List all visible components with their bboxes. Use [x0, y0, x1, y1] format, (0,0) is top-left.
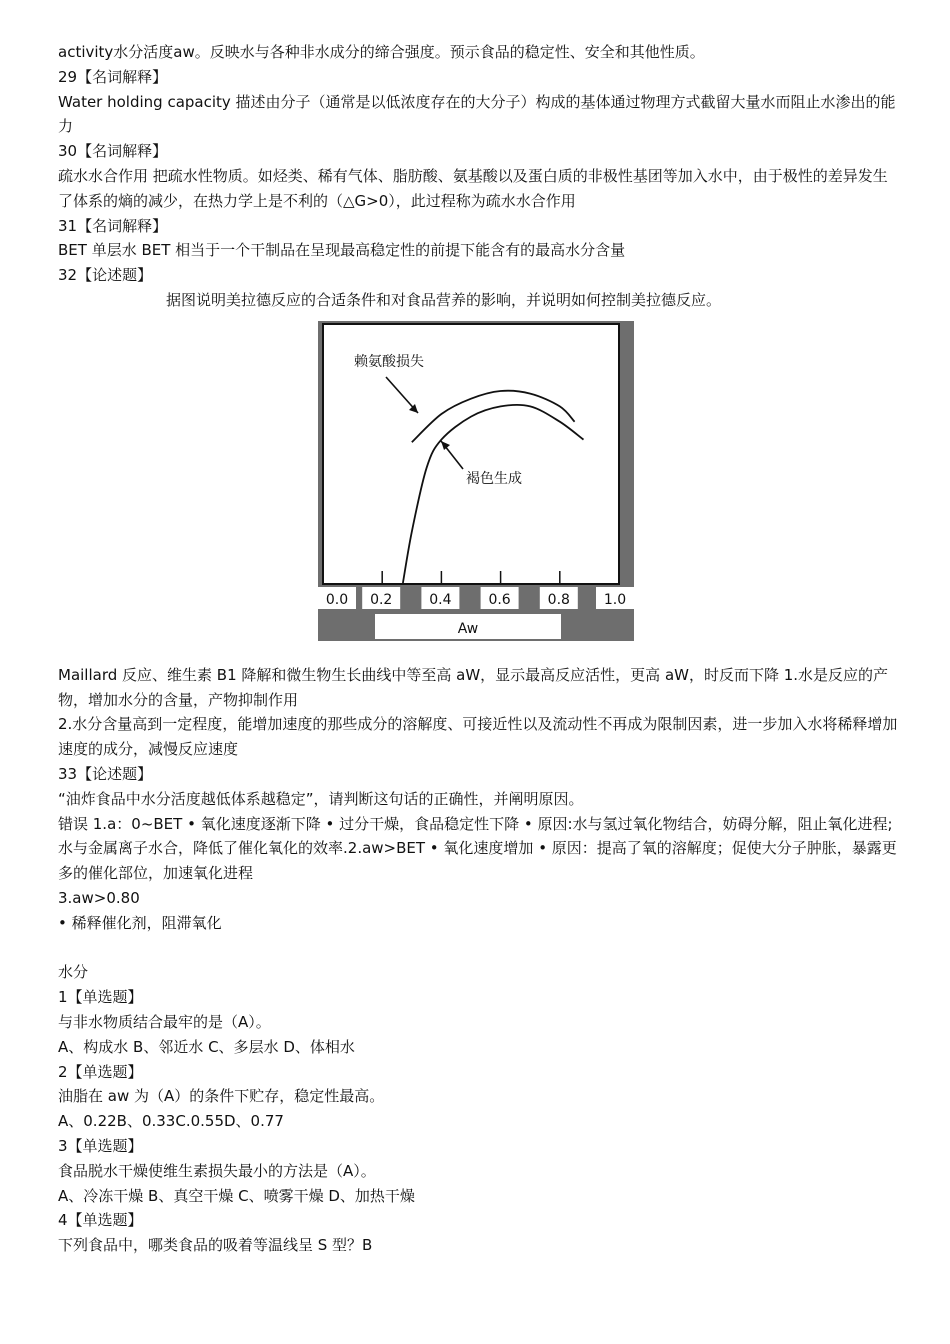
question-prompt: 食品脱水干燥使维生素损失最小的方法是（A）。	[58, 1161, 376, 1180]
question-heading: 3【单选题】	[58, 1136, 143, 1155]
figure	[58, 313, 898, 663]
answer-options: A、冷冻干燥 B、真空干燥 C、喷雾干燥 D、加热干燥	[58, 1186, 415, 1205]
x-axis-label: Aw	[457, 620, 479, 637]
question-heading: 2【单选题】	[58, 1062, 143, 1081]
series-label-browning: 褐色生成	[466, 470, 522, 487]
question-heading: 4【单选题】	[58, 1211, 143, 1230]
answer-options: A、0.22B、0.33C.0.55D、0.77	[58, 1112, 284, 1131]
question-heading: 1【单选题】	[58, 988, 143, 1007]
question-prompt: 据图说明美拉德反应的合适条件和对食品营养的影响，并说明如何控制美拉德反应。	[166, 290, 722, 309]
question-heading: 33【论述题】	[58, 764, 153, 783]
x-tick-label: 1.0	[603, 591, 627, 608]
question-prompt: 与非水物质结合最牢的是（A）。	[58, 1012, 271, 1031]
spacer	[58, 936, 898, 961]
text-paragraph: Water holding capacity 描述由分子（通常是以低浓度存在的大分子）构成的基体通过物理方式截留大量水而阻止水渗出的能力	[58, 92, 896, 136]
text-line: 3.aw>0.80	[58, 888, 140, 907]
text-paragraph: Maillard 反应、维生素 B1 降解和微生物生长曲线中等至高 aW，显示最高反应活性，更高 aW，时反而下降 1.水是反应的产物，增加水分的含量，产物抑制作用	[58, 665, 889, 709]
text-line: activity水分活度aw。反映水与各种非水成分的缔合强度。预示食品的稳定性、安全和其他性质。	[58, 43, 705, 61]
x-tick-label: 0.4	[429, 591, 452, 608]
answer-options: A、构成水 B、邻近水 C、多层水 D、体相水	[58, 1037, 355, 1056]
maillard-chart	[318, 321, 634, 641]
section-heading: 水分	[58, 963, 89, 982]
question-prompt: “油炸食品中水分活度越低体系越稳定”，请判断这句话的正确性，并阐明原因。	[58, 789, 584, 808]
text-line: • 稀释催化剂，阻滞氧化	[58, 913, 222, 932]
x-tick-label: 0.0	[325, 591, 349, 608]
text-line: BET 单层水 BET 相当于一个干制品在呈现最高稳定性的前提下能含有的最高水分含量	[58, 241, 626, 260]
question-heading: 29【名词解释】	[58, 67, 168, 86]
document-page	[58, 40, 898, 1258]
x-tick-label: 0.2	[370, 591, 393, 608]
question-prompt: 下列食品中，哪类食品的吸着等温线呈 S 型？B	[58, 1236, 373, 1255]
text-paragraph: 2.水分含量高到一定程度，能增加速度的那些成分的溶解度、可接近性以及流动性不再成为限制因素，进一步加入水将稀释增加速度的成分，减慢反应速度	[58, 715, 898, 759]
text-paragraph: 错误 1.a：0~BET • 氧化速度逐渐下降 • 过分干燥，食品稳定性下降 • 原因:水与氢过氧化物结合，妨碍分解，阻止氧化进程;水与金属离子水合，降低了催化氧化的效率.2.aw>BET • 氧化速度增加 • 原因：提高了氧的溶解度；促使大分子肿胀，暴露更多的催化部位，加速氧化进程	[58, 814, 897, 883]
question-prompt: 油脂在 aw 为（A）的条件下贮存，稳定性最高。	[58, 1087, 385, 1106]
x-tick-label: 0.6	[488, 591, 511, 608]
x-tick-label: 0.8	[547, 591, 570, 608]
question-heading: 30【名词解释】	[58, 142, 168, 161]
series-label-lysine: 赖氨酸损失	[354, 353, 424, 370]
text-paragraph: 疏水水合作用 把疏水性物质。如烃类、稀有气体、脂肪酸、氨基酸以及蛋白质的非极性基团等加入水中，由于极性的差异发生了体系的熵的减少，在热力学上是不利的（△G>0），此过程称为疏水水合作用	[58, 166, 888, 210]
question-heading: 32【论述题】	[58, 266, 153, 285]
question-heading: 31【名词解释】	[58, 216, 168, 235]
